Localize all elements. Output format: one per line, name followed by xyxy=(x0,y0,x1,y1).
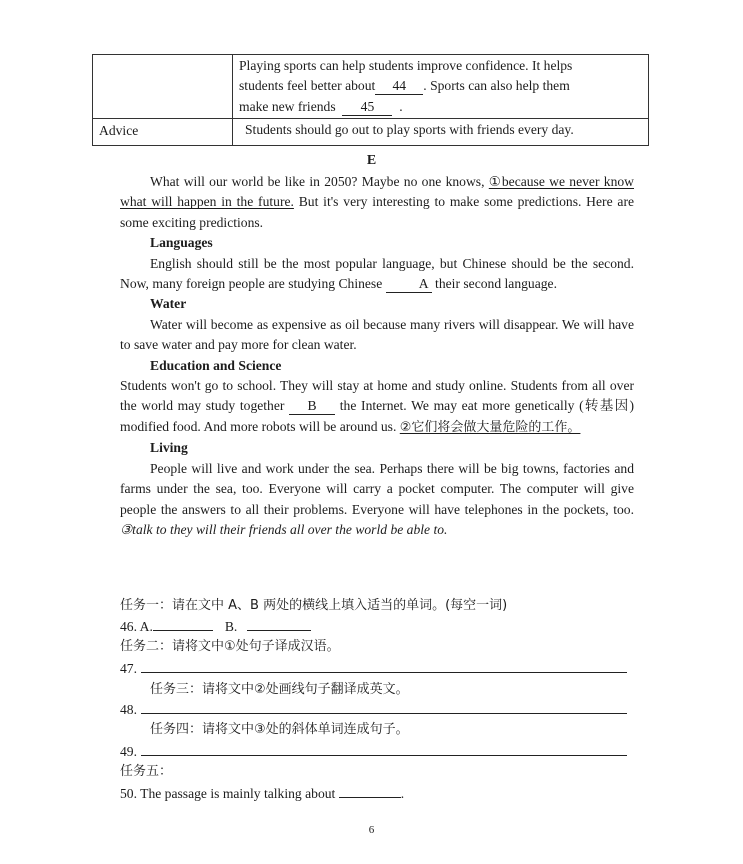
table-row xyxy=(93,55,649,119)
subheading-education: Education and Science xyxy=(150,357,282,373)
intro-paragraph: What will our world be like in 2050? Maybe no one knows, ①because we never know what will happen in the future. But it's very interesting to make some predictions. Here are some exciting predictions. xyxy=(120,174,635,230)
answer-line-46a[interactable] xyxy=(153,630,213,631)
question-50: 50. The passage is mainly talking about . xyxy=(120,786,405,801)
question-48: 48. xyxy=(120,700,635,720)
answer-line-48[interactable] xyxy=(141,713,627,714)
answer-line-47[interactable] xyxy=(141,672,627,673)
subheading-living: Living xyxy=(150,440,188,456)
water-paragraph: Water will become as expensive as oil because many rivers will disappear. We will have to save water and pay more for clean water. xyxy=(120,316,634,353)
table-cell-content: Playing sports can help students improve confidence. It helps students feel better about 44 . Sports can also help them make new friends 45 . xyxy=(233,55,649,119)
question-49: 49. xyxy=(120,742,635,762)
passage xyxy=(120,172,634,540)
answer-line-49[interactable] xyxy=(141,755,627,756)
living-paragraph: People will live and work under the sea. Perhaps there will be big towns, factories and farms under the sea, too. Everyone will carry a pocket computer. The computer will give people the answers to all their problems. Everyone will have telephones in the pockets, too. ③talk to they will their friends all over the world be able to. xyxy=(120,460,634,537)
question-46: 46. A. B. xyxy=(120,617,635,637)
page-number: 6 xyxy=(368,824,375,836)
table-cell-content: Students should go out to play sports with friends every day. xyxy=(233,119,649,146)
underlined-sentence-2: ②它们将会做大量危险的工作。 xyxy=(399,419,581,435)
table-cell-label xyxy=(93,55,233,119)
section-heading: E xyxy=(366,153,377,168)
task-5-instruction: 任务五： xyxy=(120,764,173,779)
task-2-instruction: 任务二：请将文中①处句子译成汉语。 xyxy=(120,639,340,654)
blank-b[interactable]: B xyxy=(289,398,335,415)
answer-line-50[interactable] xyxy=(339,797,401,798)
answer-line-46b[interactable] xyxy=(247,630,311,631)
languages-paragraph: English should still be the most popular language, but Chinese should be the second. Now, many foreign people are studying Chinese A their second language. xyxy=(120,255,634,292)
task-3-instruction: 任务三：请将文中②处画线句子翻译成英文。 xyxy=(150,682,409,697)
blank-44[interactable]: 44 xyxy=(375,78,423,95)
table-cell-label: Advice xyxy=(93,119,233,146)
task-4-instruction: 任务四：请将文中③处的斜体单词连成句子。 xyxy=(150,722,409,737)
subheading-water: Water xyxy=(150,296,187,312)
task-1-instruction: 任务一：请在文中 A、B 两处的横线上填入适当的单词。(每空一词) xyxy=(120,598,508,613)
summary-table xyxy=(92,54,649,146)
blank-45[interactable]: 45 xyxy=(342,99,392,116)
underlined-sentence-1: ①because we never know what will happen in the future. xyxy=(120,174,634,210)
table-row xyxy=(93,119,649,146)
education-paragraph: Students won't go to school. They will stay at home and study online. Students from all over the world may study together B the Internet. We may eat more genetically (转基因) modified food. And more robots will be around us. ②它们将会做大量危险的工作。 xyxy=(120,378,635,435)
subheading-languages: Languages xyxy=(150,235,213,251)
question-47: 47. xyxy=(120,659,635,679)
blank-a[interactable]: A xyxy=(386,276,432,293)
italic-words-3: ③talk to they will their friends all over the world be able to. xyxy=(120,521,448,537)
